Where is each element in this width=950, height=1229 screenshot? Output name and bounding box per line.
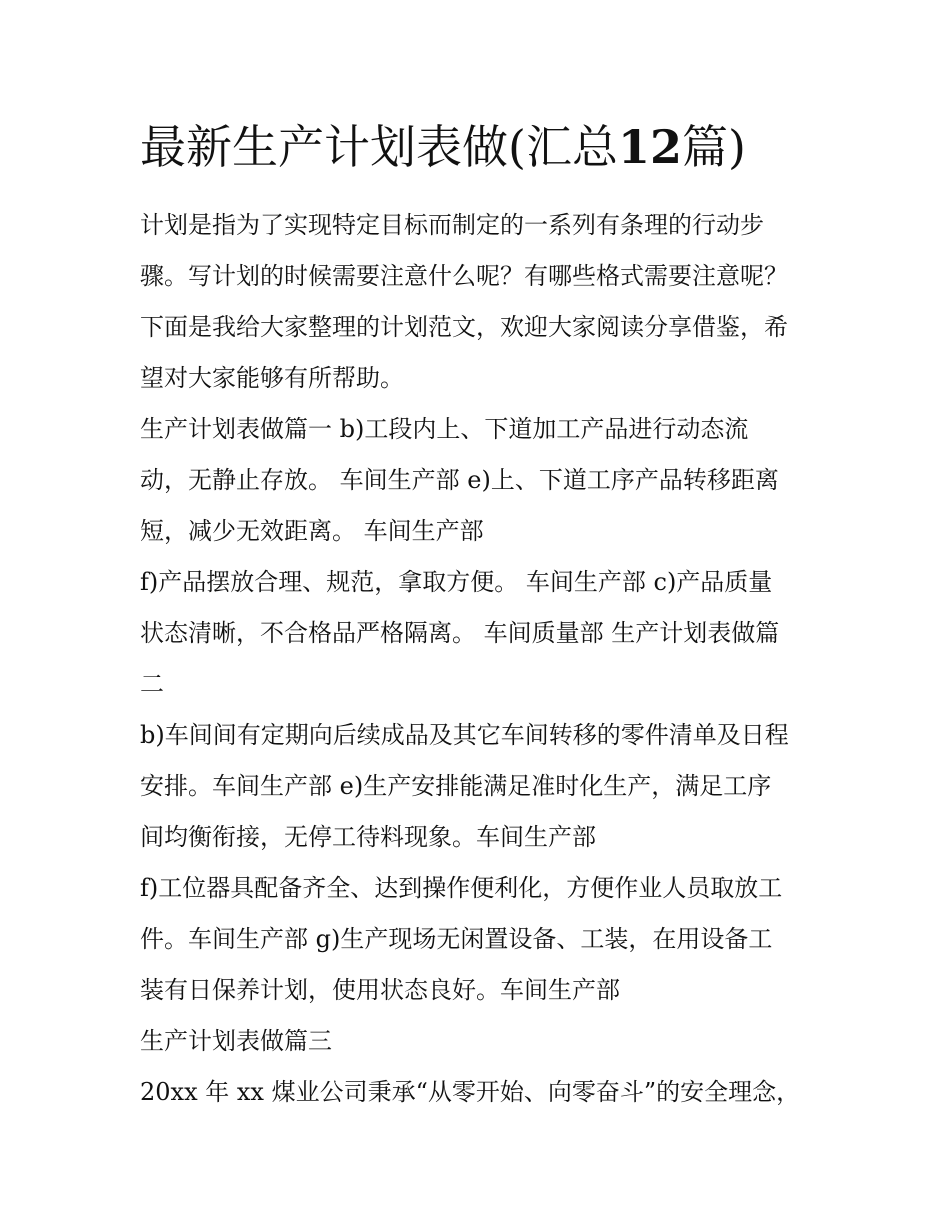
body-line: 状态清晰，不合格品严格隔离。 车间质量部 生产计划表做篇 [140,619,780,647]
body-line: 生产计划表做篇三 [140,1027,332,1055]
body-line: 20xx 年 xx 煤业公司秉承“从零开始、向零奋斗”的安全理念， [140,1078,801,1106]
body-line: 件。车间生产部 g)生产现场无闲置设备、工装，在用设备工 [140,925,773,953]
body-line: 二 [140,670,164,698]
body-line: 安排。车间生产部 e)生产安排能满足准时化生产，满足工序 [140,772,772,800]
body-line: 间均衡衔接，无停工待料现象。车间生产部 [140,823,596,851]
title-text-part1: 最新生产计划表做(汇总 [140,120,618,174]
document-body [140,200,820,1118]
body-line: 计划是指为了实现特定目标而制定的一系列有条理的行动步 [140,211,764,239]
body-line: b)车间间有定期向后续成品及其它车间转移的零件清单及日程 [140,721,789,749]
body-line: 下面是我给大家整理的计划范文，欢迎大家阅读分享借鉴，希 [140,313,788,341]
body-line: 短，减少无效距离。 车间生产部 [140,517,484,545]
body-line: 望对大家能够有所帮助。 [140,364,404,392]
title-text-part2: 篇) [681,120,746,174]
body-line: 装有日保养计划，使用状态良好。车间生产部 [140,976,620,1004]
body-line: 骤。写计划的时候需要注意什么呢？有哪些格式需要注意呢？ [140,262,788,290]
body-line: 生产计划表做篇一 b)工段内上、下道加工产品进行动态流 [140,415,749,443]
title-number: 12 [617,120,682,174]
document-title [140,112,840,182]
body-line: f)工位器具配备齐全、达到操作便利化，方便作业人员取放工 [140,874,783,902]
body-line: f)产品摆放合理、规范，拿取方便。 车间生产部 c)产品质量 [140,568,773,596]
body-line: 动，无静止存放。 车间生产部 e)上、下道工序产品转移距离 [140,466,779,494]
